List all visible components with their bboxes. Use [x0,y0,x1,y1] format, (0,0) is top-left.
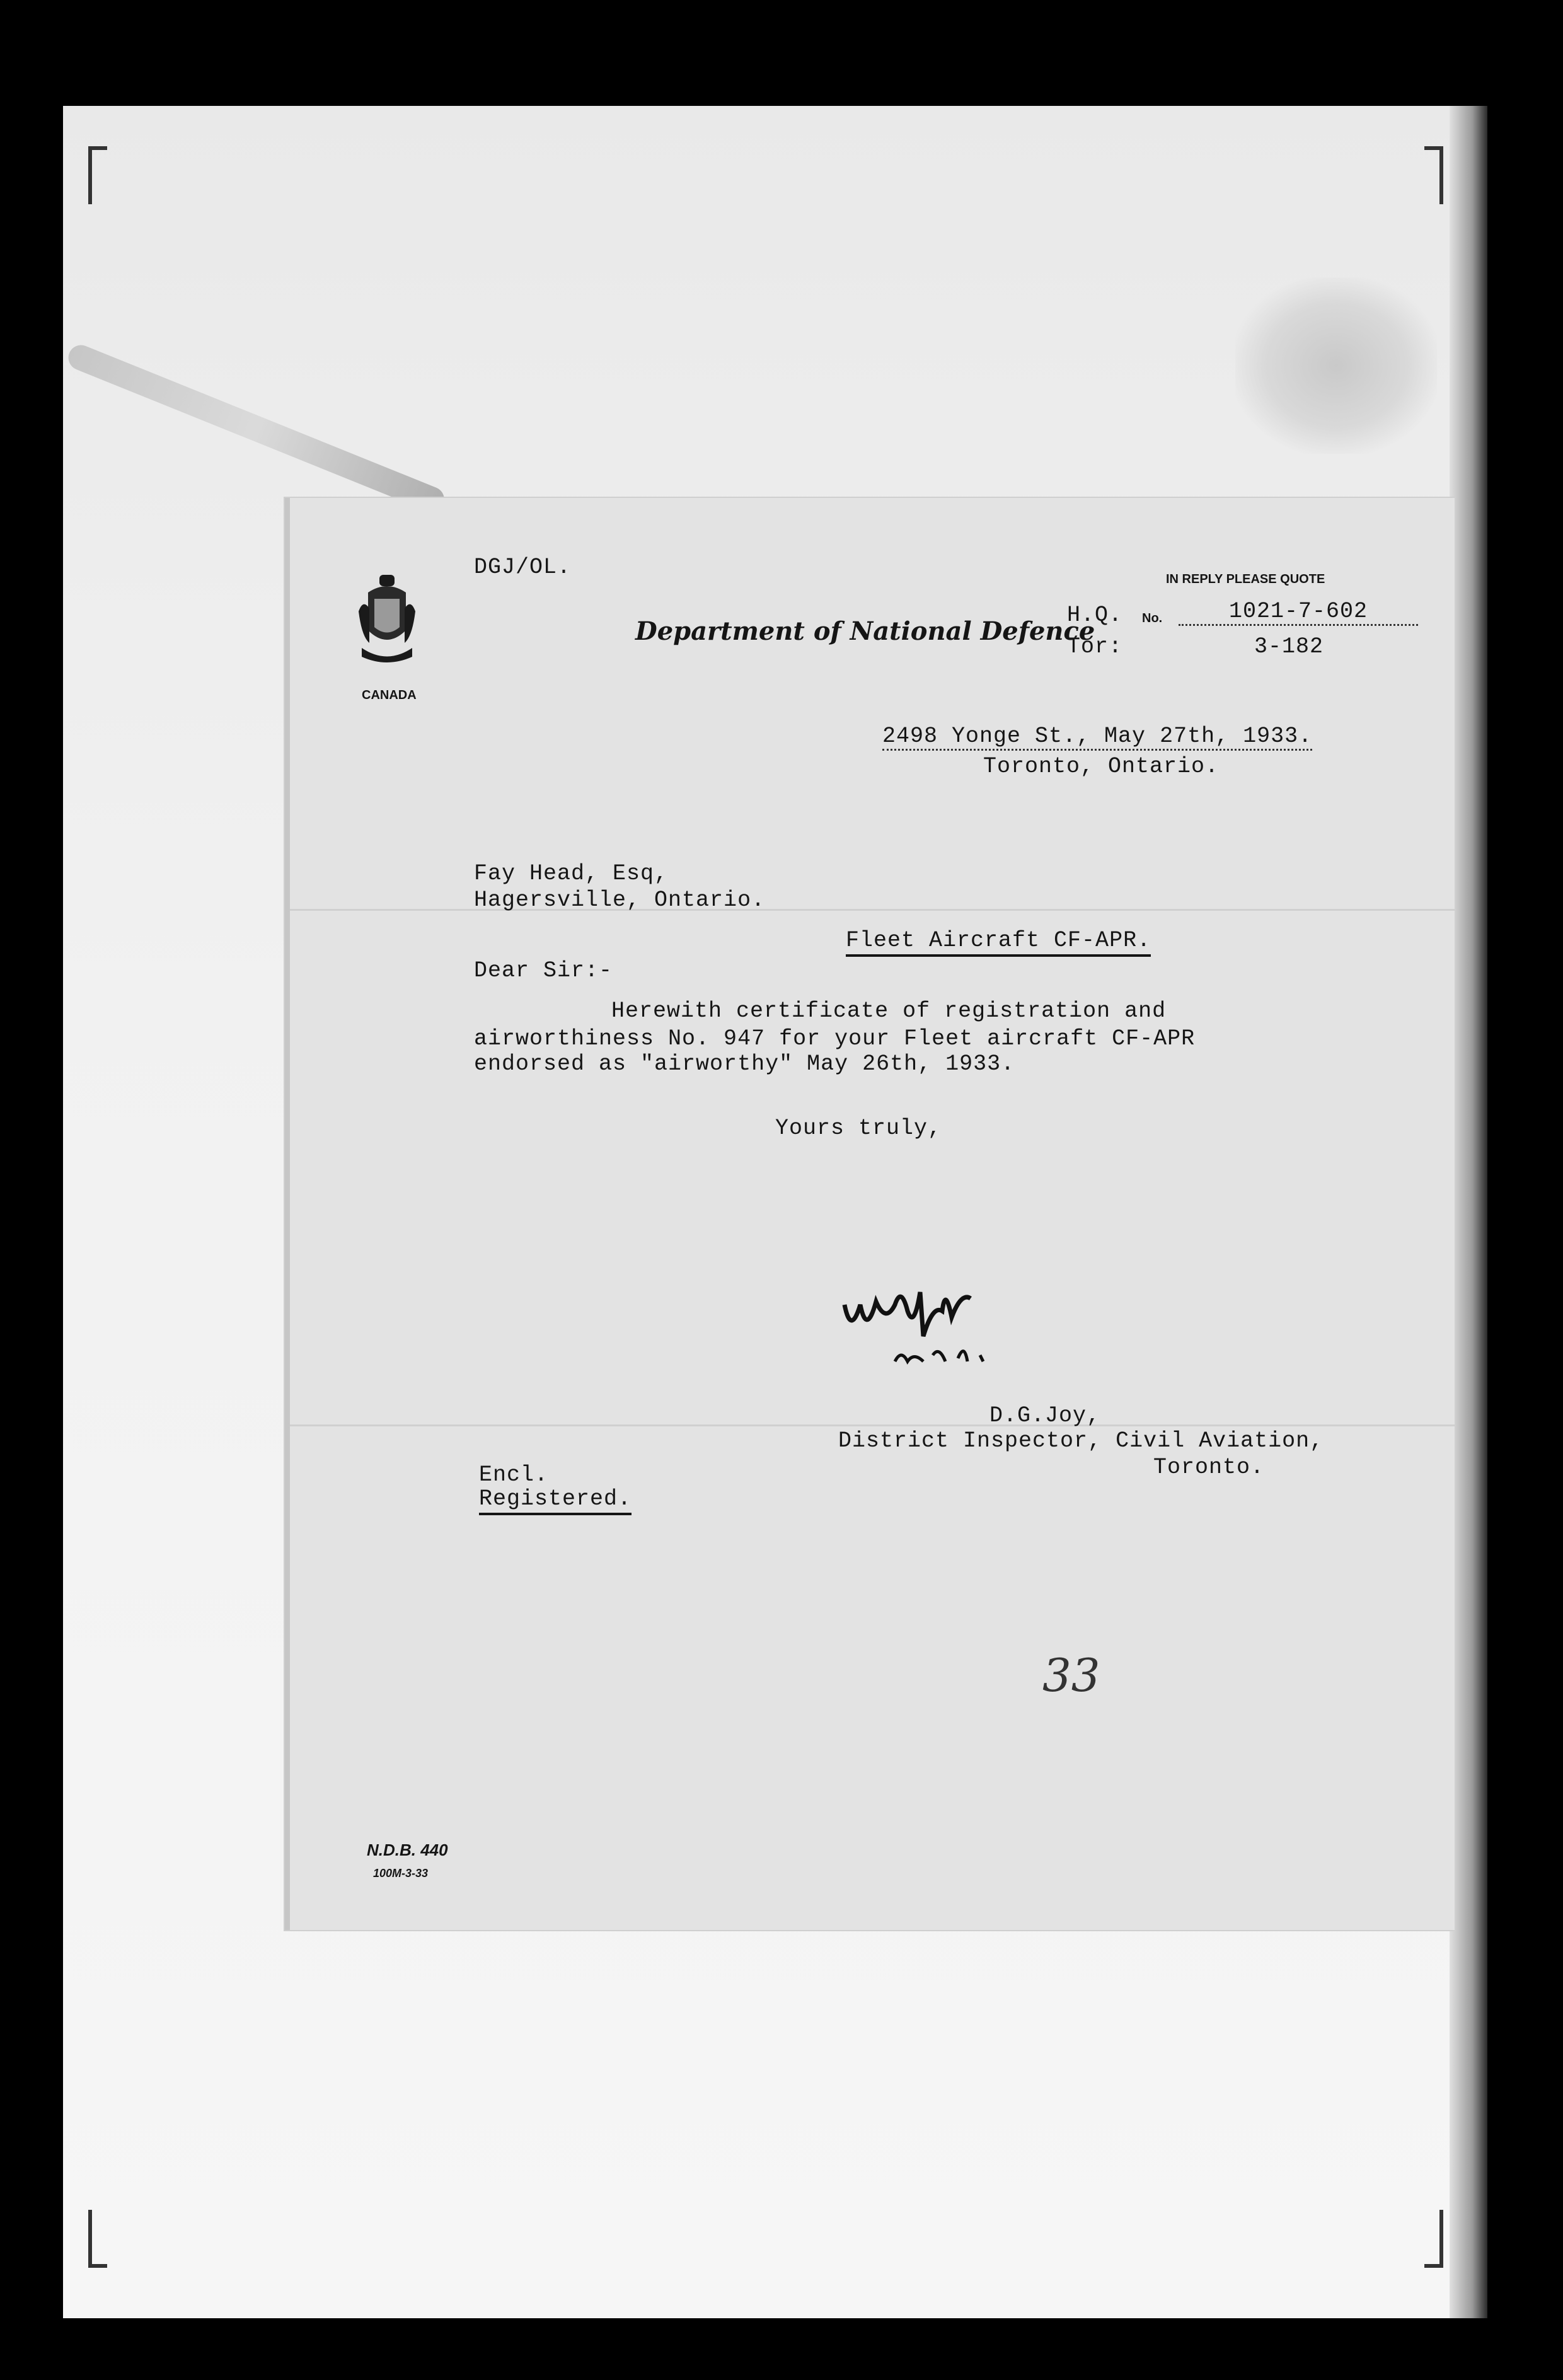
hq-file-number: 1021-7-602 [1179,599,1418,626]
print-code: 100M-3-33 [373,1867,429,1880]
department-letterhead: Department of National Defence [635,616,1095,646]
crop-mark-bottom-left [88,2210,107,2268]
reference-initials: DGJ/OL. [474,555,572,580]
crest-label: CANADA [362,688,417,702]
closing: Yours truly, [775,1116,942,1141]
crop-mark-bottom-right [1424,2210,1443,2268]
salutation: Dear Sir:- [474,958,613,983]
tor-file-number: 3-182 [1254,634,1324,659]
handwritten-page-number: 33 [1042,1649,1100,1702]
body-text-line: endorsed as "airworthy" May 26th, 1933. [474,1051,1015,1077]
crop-mark-top-left [88,146,107,204]
recipient-city: Hagersville, Ontario. [474,887,766,913]
crop-mark-top-right [1424,146,1443,204]
sheet-edge-shadow [1450,106,1487,2318]
signatory-name: D.G.Joy, [989,1403,1101,1428]
fold-line [290,909,1455,911]
fold-line [290,1424,1455,1426]
enclosure-note: Encl. [479,1462,549,1488]
coat-of-arms-icon [355,574,418,668]
sender-city: Toronto, Ontario. [983,754,1220,779]
signatory-city: Toronto. [1153,1455,1265,1480]
tor-label: Tor: [1067,634,1123,659]
handwritten-signature [838,1267,1040,1393]
subject-line: Fleet Aircraft CF-APR. [846,928,1151,957]
recipient-name: Fay Head, Esq, [474,861,669,886]
form-number: N.D.B. 440 [367,1840,448,1859]
signatory-title: District Inspector, Civil Aviation, [838,1428,1324,1453]
reply-quote-label: IN REPLY PLEASE QUOTE [1166,572,1325,586]
registered-note: Registered. [479,1486,632,1515]
paper-stain [1235,277,1437,454]
body-text-line: Herewith certificate of registration and [611,998,1167,1024]
body-text-line: airworthiness No. 947 for your Fleet aircraft CF-APR [474,1026,1196,1051]
letter-page [285,498,1455,1930]
sender-address-date: 2498 Yonge St., May 27th, 1933. [882,724,1312,751]
number-label: No. [1142,611,1163,625]
hq-label: H.Q. [1067,603,1123,628]
